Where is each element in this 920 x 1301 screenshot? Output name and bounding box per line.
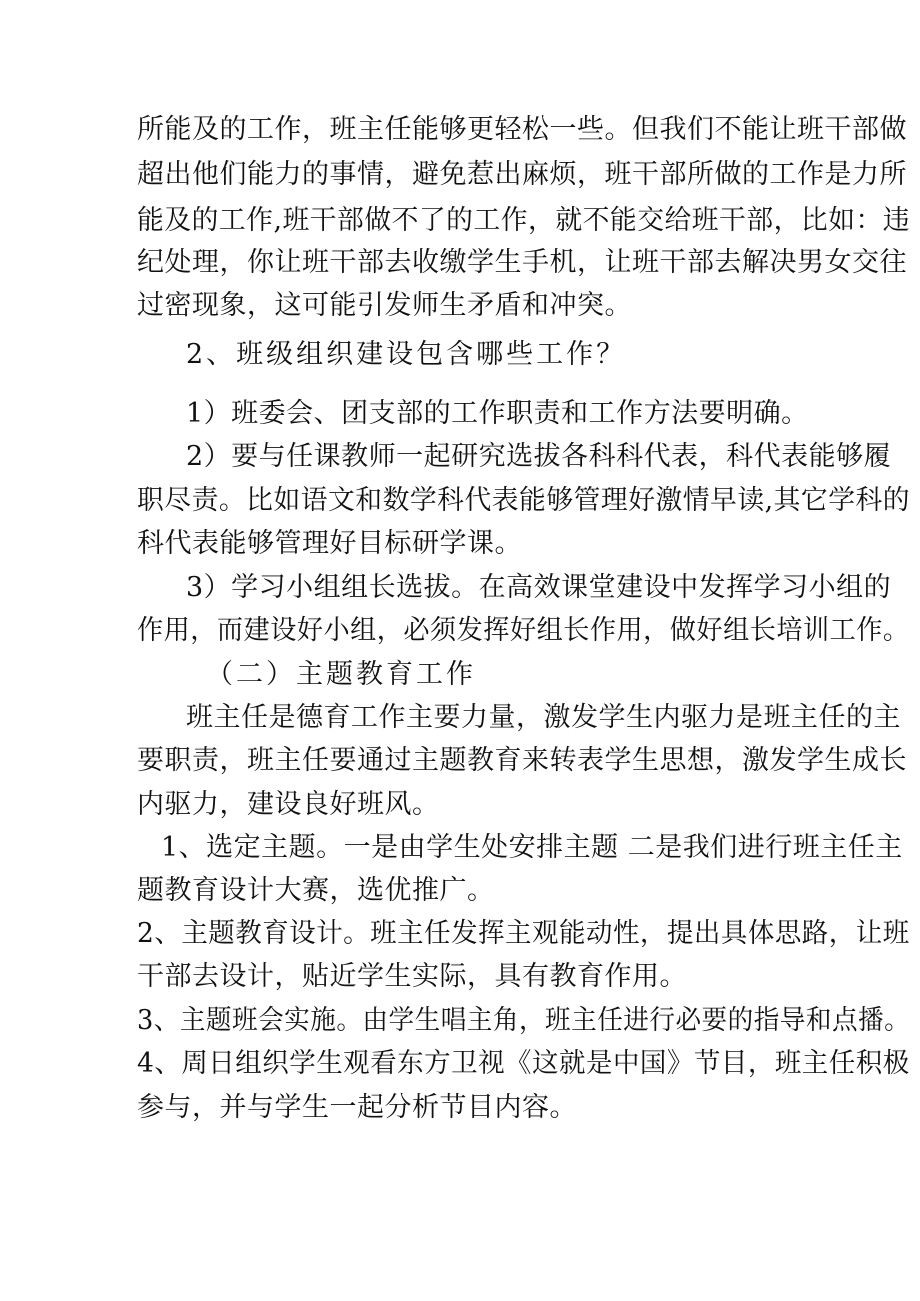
list-item: 3）学习小组组长选拔。在高效课堂建设中发挥学习小组的 — [186, 572, 892, 603]
paragraph-line: 班主任是德育工作主要力量，激发学生内驱力是班主任的主 — [186, 702, 901, 733]
list-item: 1、选定主题。一是由学生处安排主题 二是我们进行班主任主 — [161, 832, 903, 863]
text-line: 作用，而建设好小组，必须发挥好组长作用，做好组长培训工作。 — [137, 615, 910, 646]
text-line: 所能及的工作，班主任能够更轻松一些。但我们不能让班干部做 — [137, 114, 907, 145]
list-item: 2）要与任课教师一起研究选拔各科科代表，科代表能够履 — [186, 441, 892, 472]
text-line: 要职责，班主任要通过主题教育来转表学生思想，激发学生成长 — [137, 745, 907, 776]
text-line: 干部去设计，贴近学生实际，具有教育作用。 — [137, 961, 687, 992]
text-line: 职尽责。比如语文和数学科代表能够管理好激情早读,其它学科的 — [137, 485, 911, 516]
text-line: 内驱力，建设良好班风。 — [137, 789, 440, 820]
text-line: 题教育设计大赛，选优推广。 — [137, 875, 495, 906]
text-line: 超出他们能力的事情，避免惹出麻烦，班干部所做的工作是力所 — [137, 159, 907, 190]
list-item: 3、主题班会实施。由学生唱主角，班主任进行必要的指导和点播。 — [137, 1005, 911, 1036]
text-line: 参与，并与学生一起分析节目内容。 — [137, 1092, 577, 1123]
subsection-heading: （二）主题教育工作 — [206, 659, 476, 690]
text-line: 能及的工作,班干部做不了的工作，就不能交给班干部，比如：违 — [137, 205, 911, 236]
text-line: 过密现象，这可能引发师生矛盾和冲突。 — [137, 290, 632, 321]
text-line: 纪处理，你让班干部去收缴学生手机，让班干部去解决男女交往 — [137, 247, 907, 278]
text-line: 科代表能够管理好目标研学课。 — [137, 528, 522, 559]
list-item: 4、周日组织学生观看东方卫视《这就是中国》节目，班主任积极 — [137, 1048, 910, 1079]
list-item: 1）班委会、团支部的工作职责和工作方法要明确。 — [186, 398, 809, 429]
list-item: 2、主题教育设计。班主任发挥主观能动性，提出具体思路，让班 — [137, 918, 910, 949]
section-heading: 2、班级组织建设包含哪些工作？ — [186, 339, 627, 370]
